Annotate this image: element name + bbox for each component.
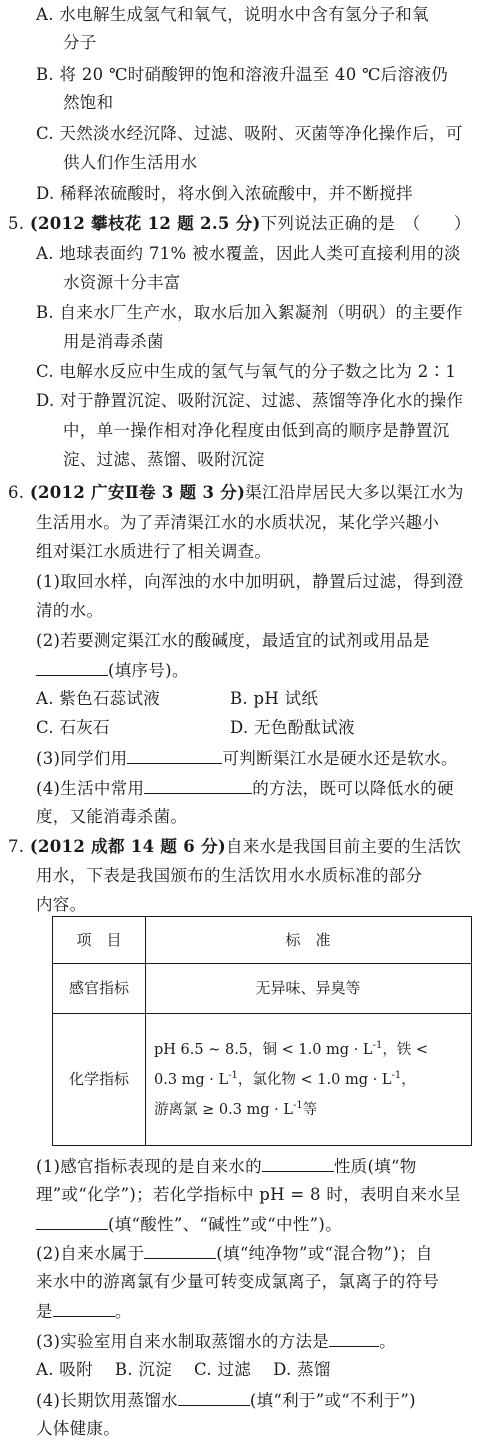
q6-part2-option-b: B. pH 试纸 bbox=[230, 689, 319, 708]
q6-stem-line2: 生活用水。为了弄清渠江水的水质状况，某化学兴趣小 bbox=[36, 513, 440, 532]
q7-source: (2012 成都 14 题 6 分) bbox=[29, 837, 226, 856]
table-header-standard: 标 准 bbox=[285, 930, 331, 949]
q4-option-a-line2: 分子 bbox=[63, 33, 97, 52]
q7-part2-line3: 是 。 bbox=[36, 1298, 132, 1325]
q6-part3-answer-blank[interactable] bbox=[127, 745, 222, 764]
q4-option-d-line1: D. 稀释浓硫酸时，将水倒入浓硫酸中，并不断搅拌 bbox=[36, 184, 413, 203]
q7-header bbox=[8, 834, 461, 860]
table-header-item: 项 目 bbox=[76, 930, 122, 949]
q4-option-c-line2: 供人们作生活用水 bbox=[63, 153, 198, 172]
q5-number: 5. bbox=[8, 214, 25, 233]
q7-part2-line2: 来水中的游离氯有少量可转变成氯离子，氯离子的符号 bbox=[36, 1272, 440, 1291]
q5-option-d-line3: 淀、过滤、蒸馏、吸附沉淀 bbox=[63, 450, 265, 469]
q7-part3: (3)实验室用自来水制取蒸馏水的方法是 。 bbox=[36, 1328, 396, 1355]
q6-part3: (3)同学们用 可判断渠江水是硬水还是软水。 bbox=[36, 745, 458, 772]
table-row1-item: 感官指标 bbox=[68, 979, 129, 997]
q6-number: 6. bbox=[8, 483, 25, 502]
q7-part1-answer-blank-2[interactable] bbox=[36, 1211, 108, 1230]
q5-stem: 下列说法正确的是 （ ） bbox=[260, 214, 471, 233]
q5-option-d-line2: 中，单一操作相对净化程度由低到高的顺序是静置沉 bbox=[63, 421, 450, 440]
q7-part3-option-d: D. 蒸馏 bbox=[273, 1360, 331, 1379]
q7-number: 7. bbox=[8, 837, 25, 856]
q7-part4-line2: 人体健康。 bbox=[36, 1419, 120, 1438]
q7-part2-line1: (2)自来水属于 (填“纯净物”或“混合物”)；自 bbox=[36, 1240, 433, 1267]
table-row1-standard: 无异味、异臭等 bbox=[255, 979, 361, 997]
q6-part2-answer-blank[interactable] bbox=[36, 657, 108, 676]
q5-option-a-line1: A. 地球表面约 71% 被水覆盖，因此人类可直接利用的淡 bbox=[36, 244, 461, 263]
q7-part3-option-a: A. 吸附 bbox=[36, 1360, 93, 1379]
q6-part1-line2: 清的水。 bbox=[36, 601, 104, 620]
q7-part3-option-b: B. 沉淀 bbox=[114, 1360, 173, 1379]
q6-part2-line1: (2)若要测定渠江水的酸碱度，最适宜的试剂或用品是 bbox=[36, 631, 430, 650]
q7-part1-line3: (填“酸性”、“碱性”或“中性”)。 bbox=[36, 1211, 342, 1238]
q6-part2-option-c: C. 石灰石 bbox=[36, 718, 110, 737]
q5-option-b-line1: B. 自来水厂生产水，取水后加入絮凝剂（明矾）的主要作 bbox=[36, 303, 463, 322]
q5-option-c-line1: C. 电解水反应中生成的氢气与氧气的分子数之比为 2∶1 bbox=[36, 362, 457, 381]
q7-stem-line1: 自来水是我国目前主要的生活饮 bbox=[226, 837, 462, 856]
q6-part4-answer-blank[interactable] bbox=[144, 775, 252, 794]
q5-option-d-line1: D. 对于静置沉淀、吸附沉淀、过滤、蒸馏等净化水的操作 bbox=[36, 391, 464, 410]
q7-part1-answer-blank-1[interactable] bbox=[262, 1153, 334, 1172]
q7-part3-options bbox=[36, 1357, 331, 1383]
q7-part4-answer-blank[interactable] bbox=[178, 1387, 250, 1406]
q5-option-b-line2: 用是消毒杀菌 bbox=[63, 332, 164, 351]
q7-stem-line3: 内容。 bbox=[36, 895, 87, 914]
q5-source: (2012 攀枝花 12 题 2.5 分) bbox=[29, 214, 261, 233]
q7-part2-answer-blank-2[interactable] bbox=[53, 1298, 115, 1317]
q6-part2-line2: (填序号)。 bbox=[36, 657, 189, 684]
q6-part1-line1: (1)取回水样，向浑浊的水中加明矾，静置后过滤，得到澄 bbox=[36, 572, 464, 591]
q6-stem-line1: 渠江沿岸居民大多以渠江水为 bbox=[245, 483, 464, 502]
q7-stem-line2: 用水，下表是我国颁布的生活饮用水水质标准的部分 bbox=[36, 866, 423, 885]
q6-header bbox=[8, 480, 464, 506]
q7-part4-line1: (4)长期饮用蒸馏水 (填“利于”或“不利于”) bbox=[36, 1387, 416, 1414]
table-row2-standard: pH 6.5 ~ 8.5，铜 < 1.0 mg · $L^{-1}$，铁 < 0.3 mg · $L^{-1}$，氯化物 < 1.0 mg · $L^{-1}$， 游离氯 ≥ 0.3 mg · $L^{-1}$等 bbox=[154, 1039, 429, 1118]
q7-part1-line2: 理”或“化学”)；若化学指标中 pH = 8 时，表明自来水呈 bbox=[36, 1185, 461, 1204]
q6-stem-line3: 组对渠江水质进行了相关调查。 bbox=[36, 542, 272, 561]
q6-part4-line1: (4)生活中常用 的方法，既可以降低水的硬 bbox=[36, 775, 454, 802]
q4-option-b-line2: 然饱和 bbox=[63, 93, 114, 112]
q6-part2-option-d: D. 无色酚酞试液 bbox=[230, 718, 355, 737]
q6-source: (2012 广安Ⅱ卷 3 题 3 分) bbox=[29, 483, 246, 502]
q4-option-c-line1: C. 天然淡水经沉降、过滤、吸附、灭菌等净化操作后，可 bbox=[36, 124, 463, 143]
q7-part1-line1: (1)感官指标表现的是自来水的 性质(填“物 bbox=[36, 1153, 417, 1180]
q7-part2-answer-blank-1[interactable] bbox=[144, 1240, 216, 1259]
q7-part3-option-c: C. 过滤 bbox=[194, 1360, 252, 1379]
q7-part3-answer-blank[interactable] bbox=[329, 1328, 379, 1347]
q5-option-a-line2: 水资源十分丰富 bbox=[63, 273, 181, 292]
water-standard-table bbox=[52, 916, 472, 1146]
q6-part2-option-a: A. 紫色石蕊试液 bbox=[36, 689, 161, 708]
q4-option-b-line1: B. 将 20 ℃时硝酸钾的饱和溶液升温至 40 ℃后溶液仍 bbox=[36, 65, 449, 84]
q6-part4-line2: 度，又能消毒杀菌。 bbox=[36, 807, 188, 826]
table-row2-item: 化学指标 bbox=[68, 1070, 129, 1088]
q4-option-a-line1: A. 水电解生成氢气和氧气，说明水中含有氢分子和氧 bbox=[36, 5, 429, 24]
q5-header bbox=[8, 211, 471, 237]
